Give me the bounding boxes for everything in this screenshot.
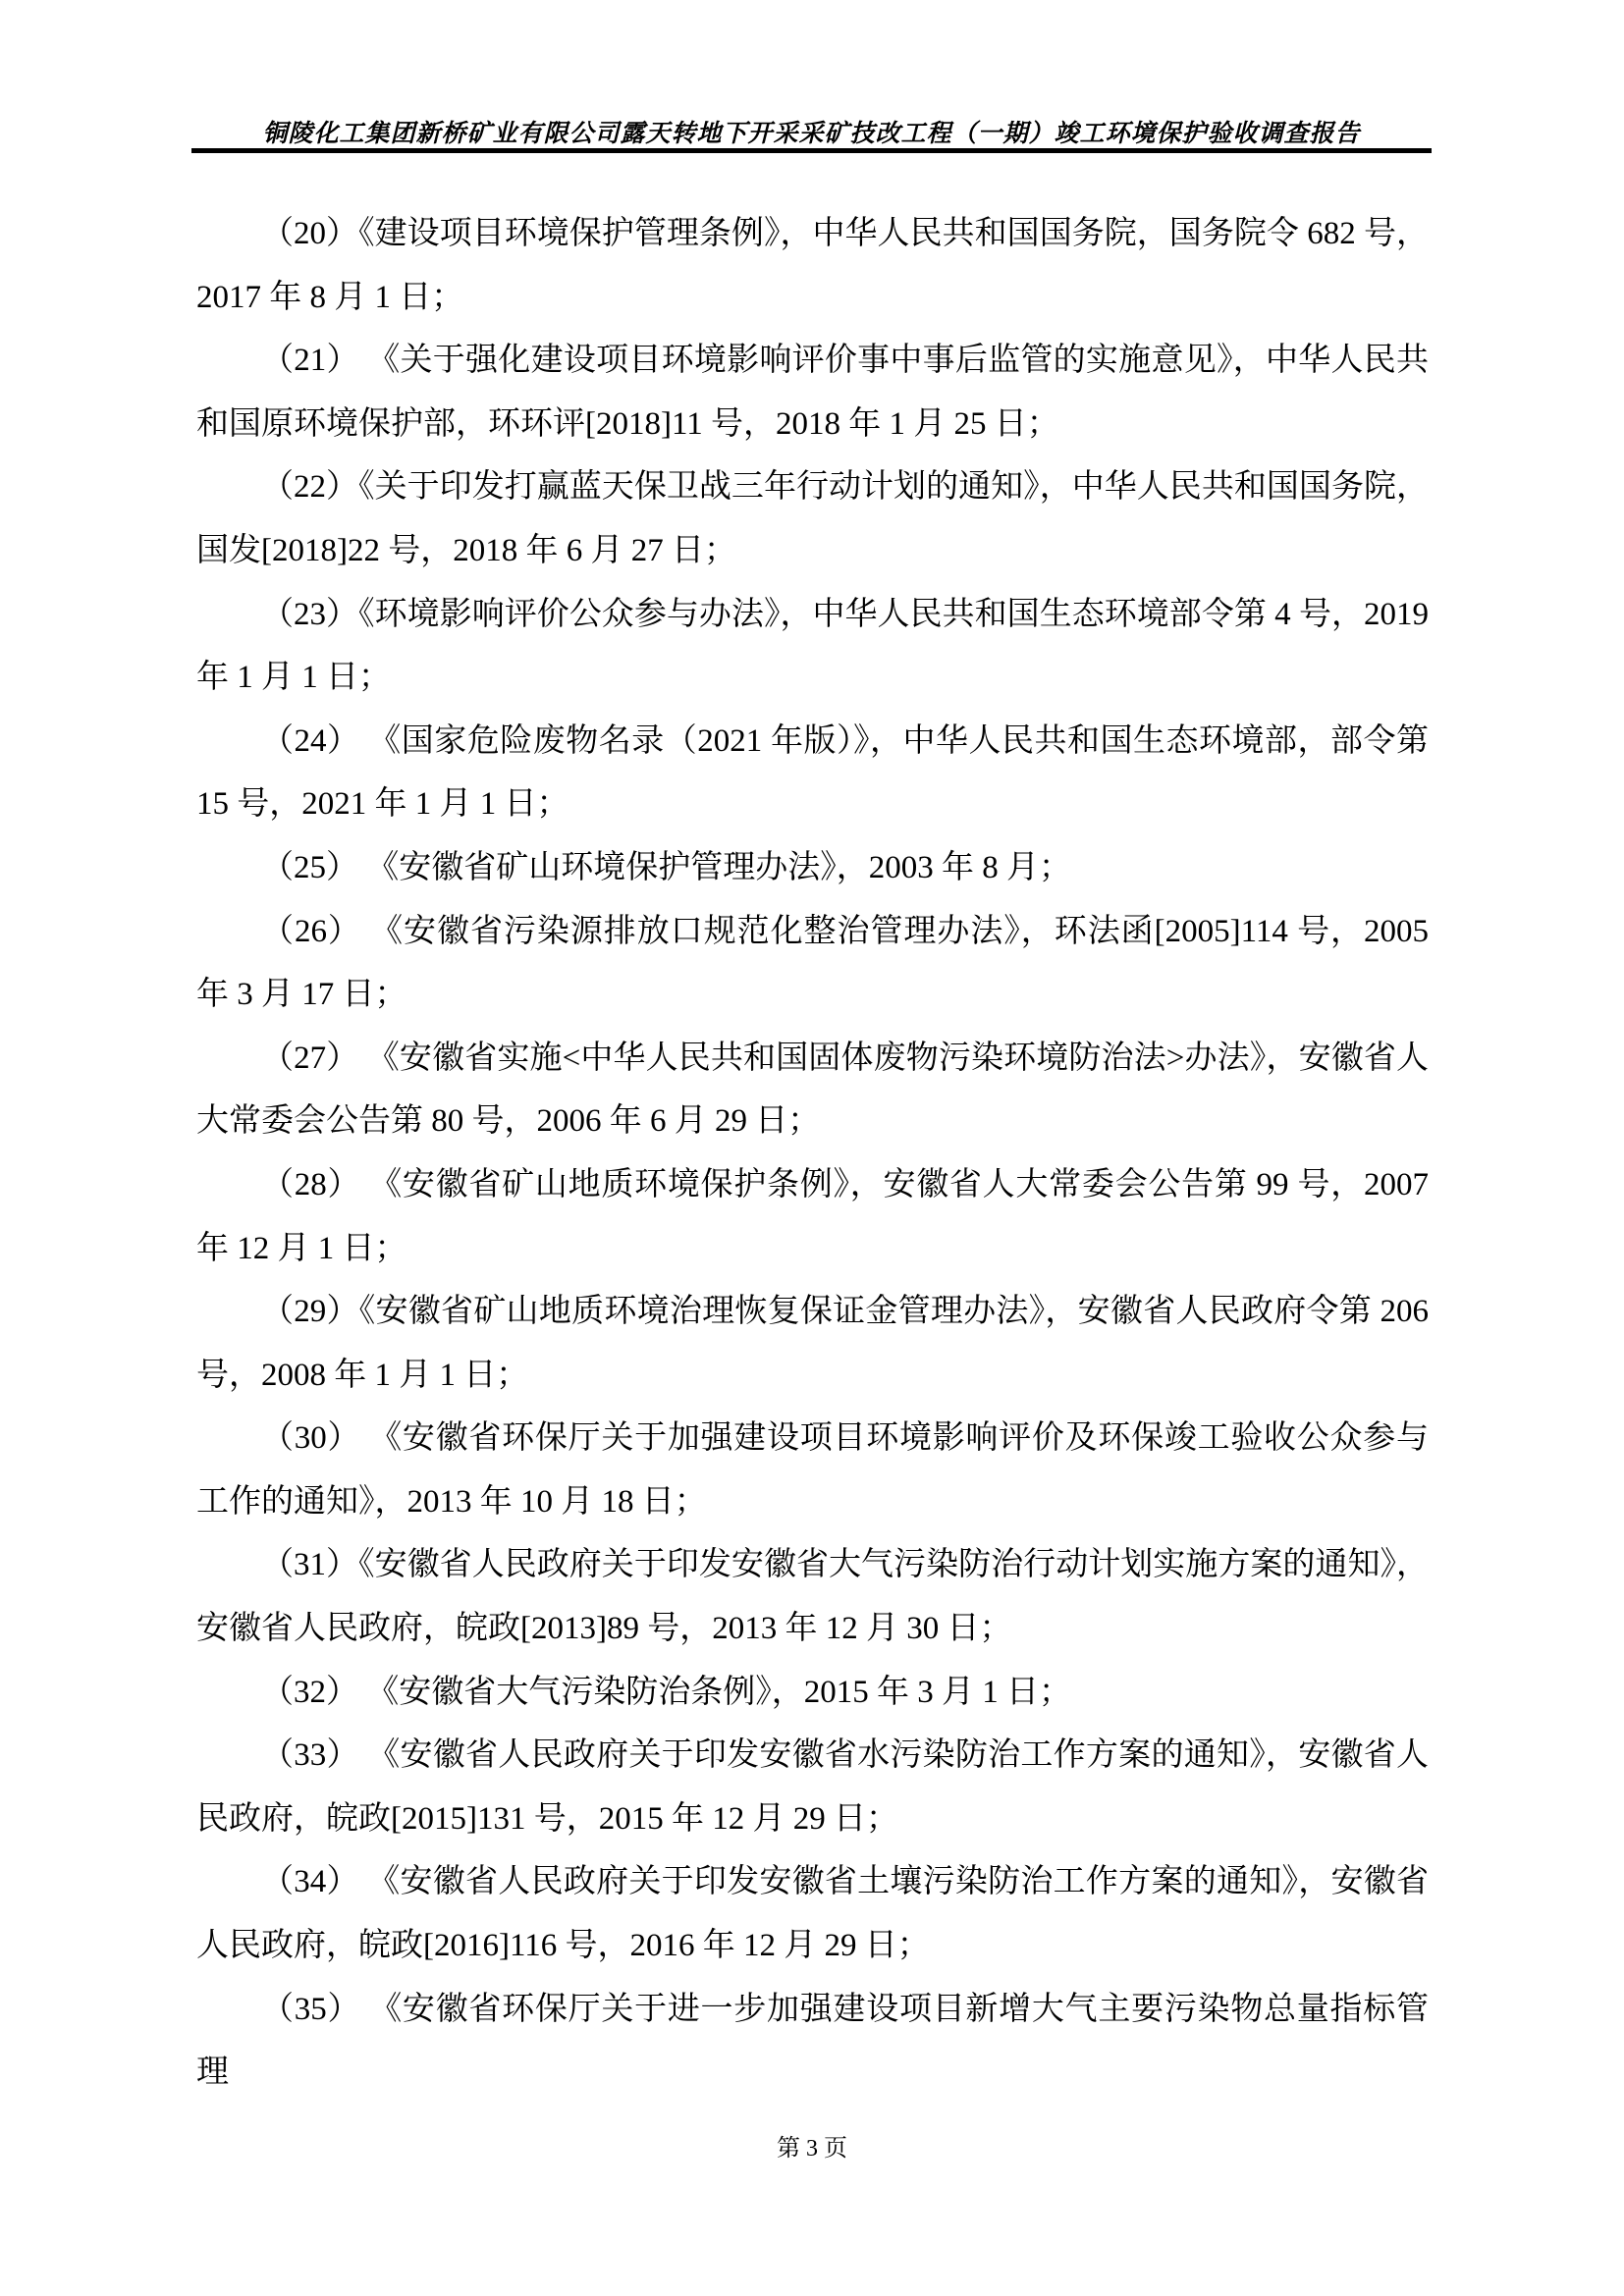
reference-item-25: （25） 《安徽省矿山环境保护管理办法》，2003 年 8 月； <box>261 849 1071 885</box>
reference-item-35: （35） 《安徽省环保厅关于进一步加强建设项目新增大气主要污染物总量指标管理 <box>196 1991 1429 2091</box>
reference-item-32: （32） 《安徽省大气污染防治条例》，2015 年 3 月 1 日； <box>261 1674 1071 1710</box>
reference-item-22: （22）《关于印发打赢蓝天保卫战三年行动计划的通知》，中华人民共和国国务院，国发[2018]22 号，2018 年 6 月 27 日； <box>196 469 1429 568</box>
reference-item-21: （21） 《关于强化建设项目环境影响评价事中事后监管的实施意见》，中华人民共和国原环境保护部，环环评[2018]11 号，2018 年 1 月 25 日； <box>196 343 1429 442</box>
reference-item-30: （30） 《安徽省环保厅关于加强建设项目环境影响评价及环保竣工验收公众参与工作的通知》，2013 年 10 月 18 日； <box>196 1420 1429 1520</box>
page-number: 第 3 页 <box>777 2136 847 2162</box>
reference-item-29: （29）《安徽省矿山地质环境治理恢复保证金管理办法》，安徽省人民政府令第 206 号，2008 年 1 月 1 日； <box>196 1294 1429 1393</box>
reference-item-28: （28） 《安徽省矿山地质环境保护条例》，安徽省人大常委会公告第 99 号，2007 年 12 月 1 日； <box>196 1166 1429 1266</box>
reference-item-31: （31）《安徽省人民政府关于印发安徽省大气污染防治行动计划实施方案的通知》，安徽省人民政府，皖政[2013]89 号，2013 年 12 月 30 日； <box>196 1547 1429 1647</box>
reference-list <box>196 202 1429 2105</box>
reference-item-23: （23）《环境影响评价公众参与办法》，中华人民共和国生态环境部令第 4 号，2019 年 1 月 1 日； <box>196 596 1429 696</box>
reference-item-20: （20）《建设项目环境保护管理条例》，中华人民共和国国务院，国务院令 682 号，2017 年 8 月 1 日； <box>196 216 1429 315</box>
header-rule <box>191 148 1432 153</box>
reference-item-26: （26） 《安徽省污染源排放口规范化整治管理办法》，环法函[2005]114 号，2005 年 3 月 17 日； <box>196 913 1429 1013</box>
report-header-title: 铜陵化工集团新桥矿业有限公司露天转地下开采采矿技改工程（一期）竣工环境保护验收调查报告 <box>262 121 1361 147</box>
reference-item-27: （27） 《安徽省实施<中华人民共和国固体废物污染环境防治法>办法》，安徽省人大常委会公告第 80 号，2006 年 6 月 29 日； <box>196 1040 1429 1140</box>
reference-item-34: （34） 《安徽省人民政府关于印发安徽省土壤污染防治工作方案的通知》，安徽省人民政府，皖政[2016]116 号，2016 年 12 月 29 日； <box>196 1864 1429 1964</box>
reference-item-24: （24） 《国家危险废物名录（2021 年版）》，中华人民共和国生态环境部，部令第 15 号，2021 年 1 月 1 日； <box>196 722 1429 823</box>
reference-item-33: （33） 《安徽省人民政府关于印发安徽省水污染防治工作方案的通知》，安徽省人民政府，皖政[2015]131 号，2015 年 12 月 29 日； <box>196 1737 1429 1837</box>
